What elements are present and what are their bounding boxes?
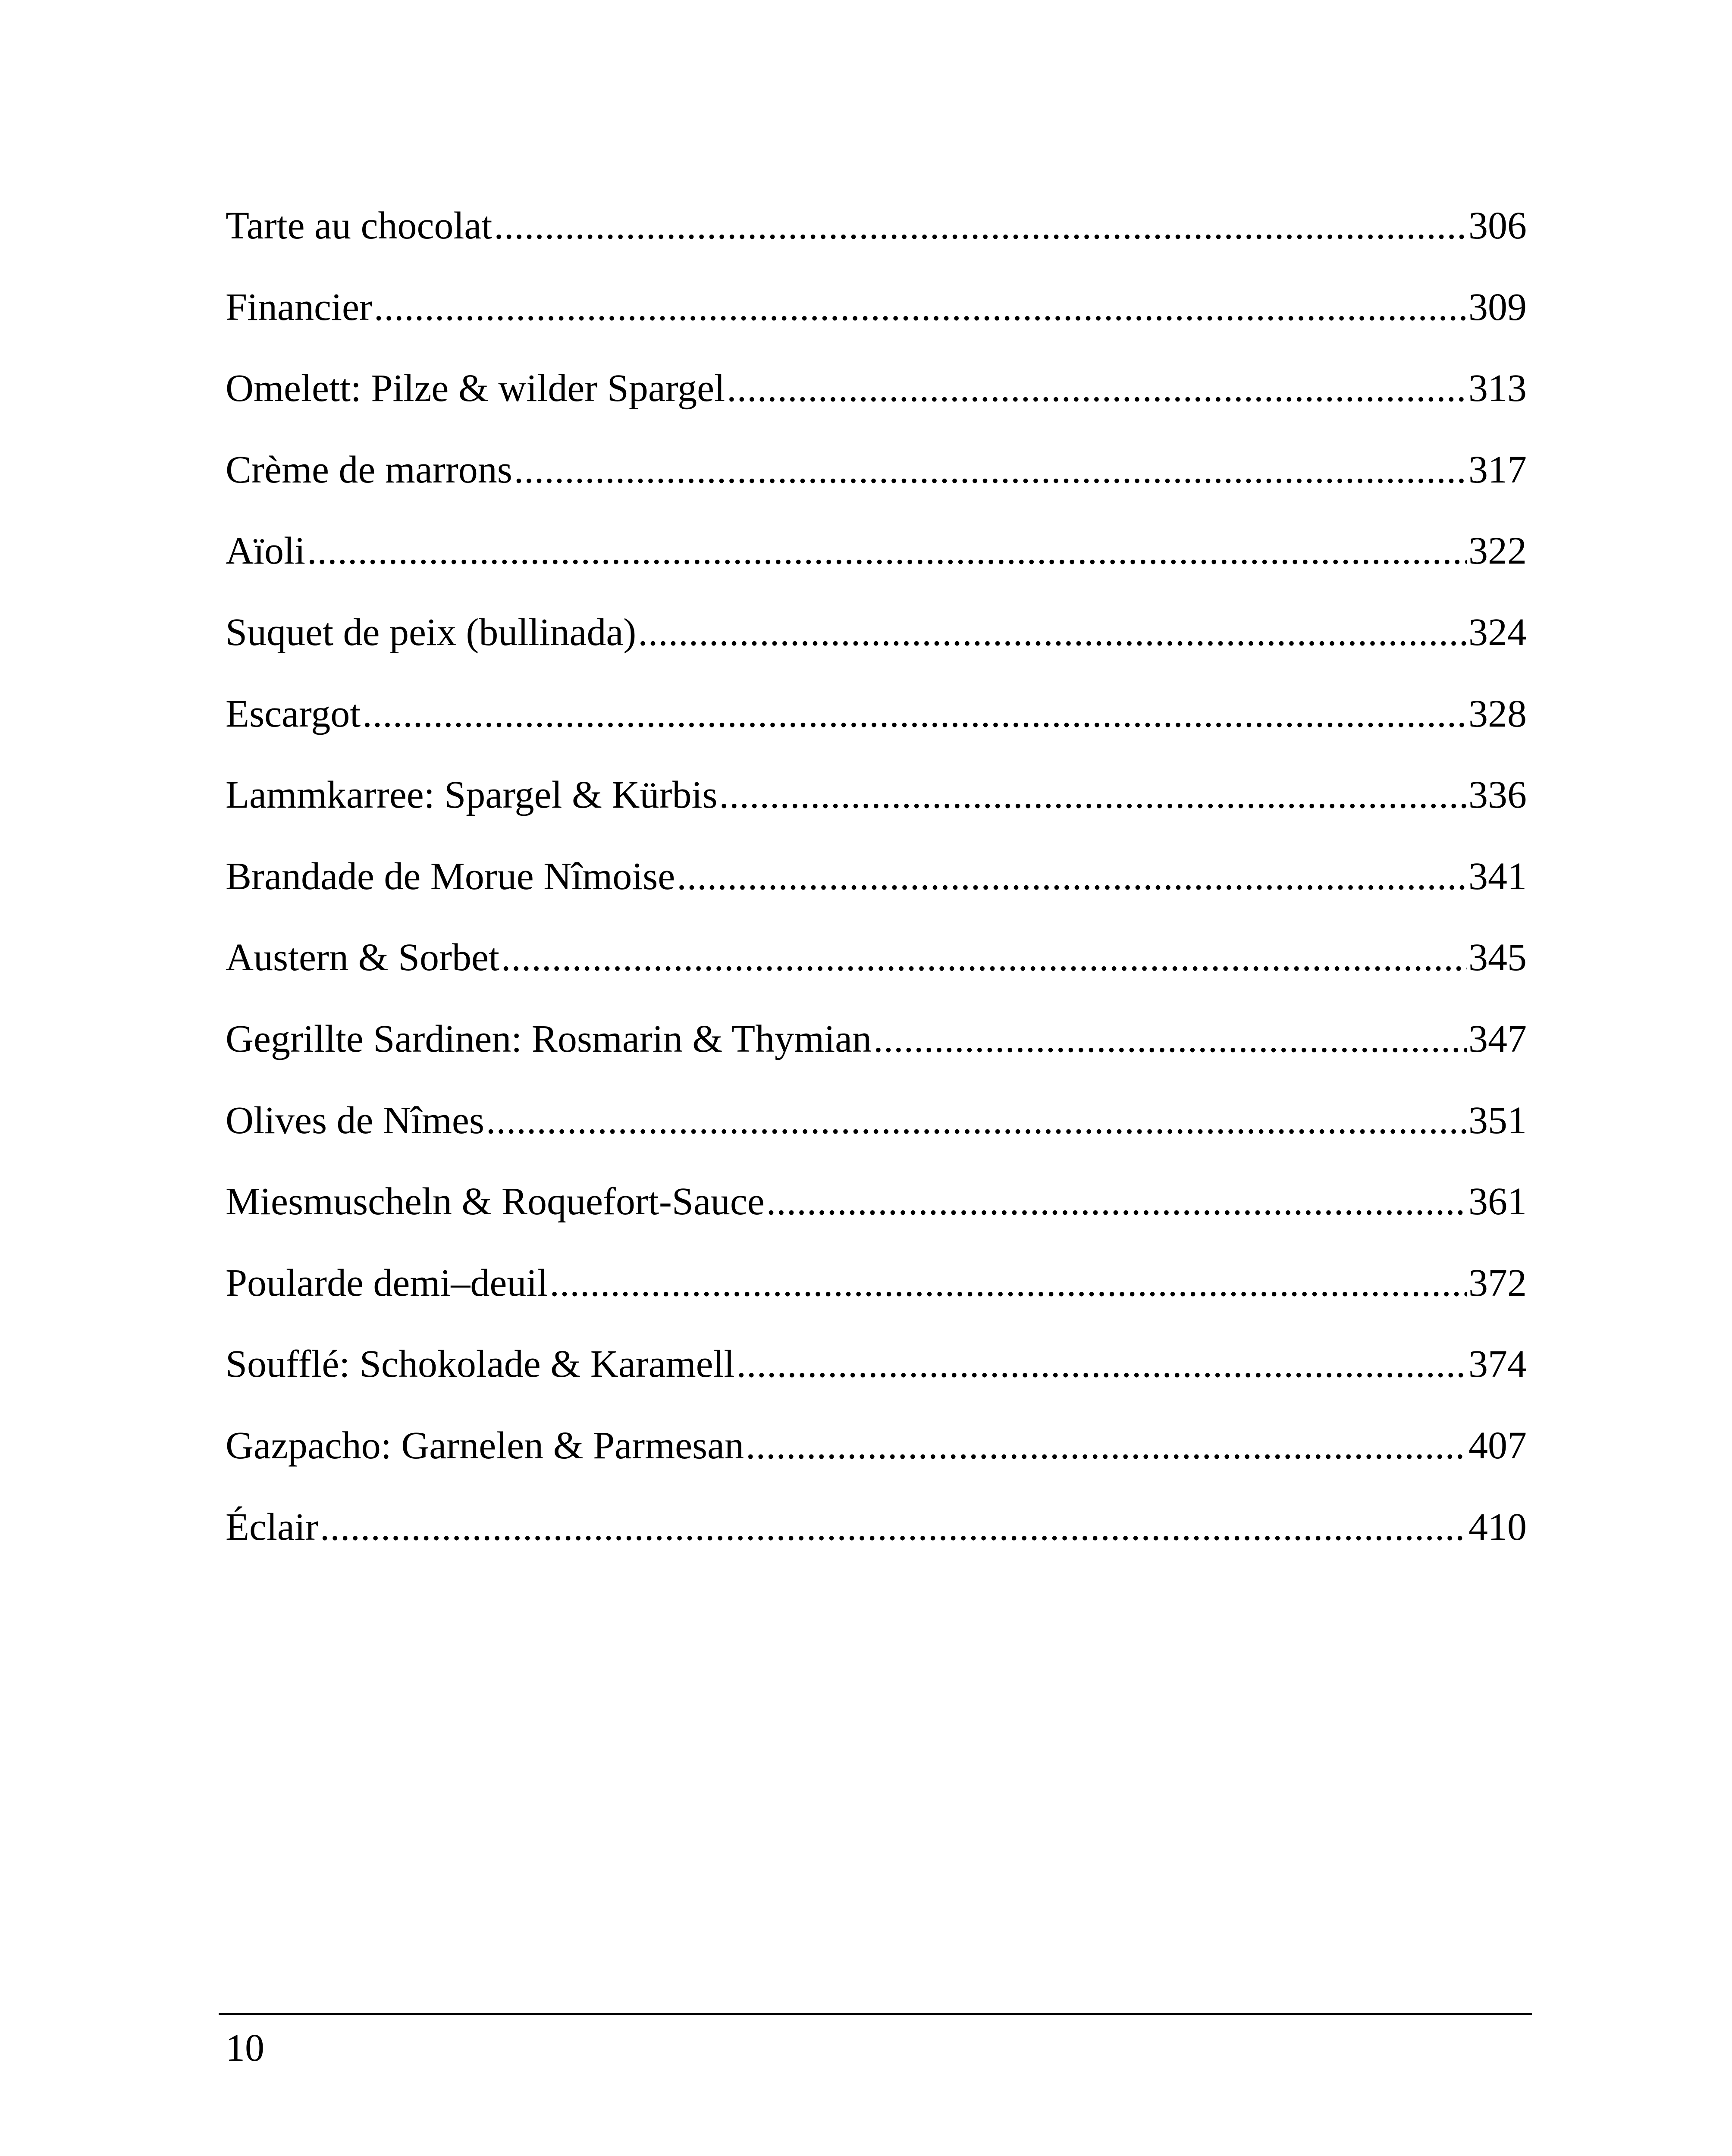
toc-entry [226,1175,1527,1257]
toc-entry [226,524,1527,606]
toc-entry-page: 345 [1468,936,1527,979]
toc-entry-page: 313 [1468,367,1527,410]
toc-entry [226,443,1527,525]
toc-entry [226,199,1527,281]
toc-entry-title: Aïoli [226,530,306,573]
toc-entry [226,931,1527,1012]
toc-entry-title: Omelett: Pilze & wilder Spargel [226,367,725,410]
toc-dot-leader [737,1338,1467,1391]
toc-entry-page: 341 [1468,855,1527,898]
toc-dot-leader [746,1419,1467,1473]
toc-entry-title: Gegrillte Sardinen: Rosmarin & Thymian [226,1017,872,1060]
toc-entry-page: 336 [1468,774,1527,817]
toc-dot-leader [677,850,1467,903]
toc-entry [226,362,1527,443]
toc-entry [226,850,1527,931]
toc-entry-page: 410 [1468,1505,1527,1548]
toc-entry-title: Crème de marrons [226,448,512,491]
toc-dot-leader [307,524,1467,578]
table-of-contents [226,199,1527,1582]
toc-entry-page: 407 [1468,1424,1527,1467]
footer-rule [219,2013,1532,2015]
toc-entry [226,1338,1527,1419]
toc-entry-page: 328 [1468,692,1527,735]
toc-entry [226,687,1527,769]
toc-entry-page: 306 [1468,204,1527,247]
toc-dot-leader [362,687,1467,741]
toc-entry-title: Olives de Nîmes [226,1099,484,1142]
toc-entry-title: Brandade de Morue Nîmoise [226,855,675,898]
toc-entry [226,1012,1527,1094]
toc-entry-title: Lammkarree: Spargel & Kürbis [226,774,718,817]
toc-dot-leader [320,1501,1467,1554]
toc-entry-title: Escargot [226,692,361,735]
toc-dot-leader [727,362,1467,415]
toc-entry [226,1501,1527,1582]
toc-entry [226,768,1527,850]
toc-entry-title: Suquet de peix (bullinada) [226,611,637,654]
toc-dot-leader [549,1257,1467,1310]
toc-entry-page: 322 [1468,530,1527,573]
toc-dot-leader [501,931,1467,984]
toc-dot-leader [374,281,1467,334]
toc-entry [226,1419,1527,1501]
toc-dot-leader [494,199,1467,253]
toc-entry-page: 361 [1468,1180,1527,1223]
toc-dot-leader [514,443,1467,497]
toc-dot-leader [873,1012,1467,1066]
toc-entry [226,606,1527,687]
toc-entry [226,1257,1527,1338]
toc-entry-page: 317 [1468,448,1527,491]
toc-entry [226,1094,1527,1175]
toc-entry-page: 324 [1468,611,1527,654]
page-number: 10 [226,2027,264,2069]
toc-dot-leader [486,1094,1467,1147]
toc-entry-title: Gazpacho: Garnelen & Parmesan [226,1424,744,1467]
toc-entry-page: 309 [1468,285,1527,329]
toc-entry-title: Financier [226,285,372,329]
toc-entry-title: Poularde demi–deuil [226,1261,548,1304]
toc-entry-title: Soufflé: Schokolade & Karamell [226,1343,735,1386]
toc-entry-page: 372 [1468,1261,1527,1304]
toc-entry-title: Tarte au chocolat [226,204,493,247]
toc-entry-title: Austern & Sorbet [226,936,499,979]
toc-entry-title: Miesmuscheln & Roquefort-Sauce [226,1180,765,1223]
toc-dot-leader [766,1175,1467,1228]
toc-entry [226,281,1527,362]
toc-entry-page: 374 [1468,1343,1527,1386]
toc-entry-page: 351 [1468,1099,1527,1142]
toc-dot-leader [719,768,1467,822]
toc-entry-page: 347 [1468,1017,1527,1060]
toc-dot-leader [638,606,1467,659]
toc-entry-title: Éclair [226,1505,318,1548]
